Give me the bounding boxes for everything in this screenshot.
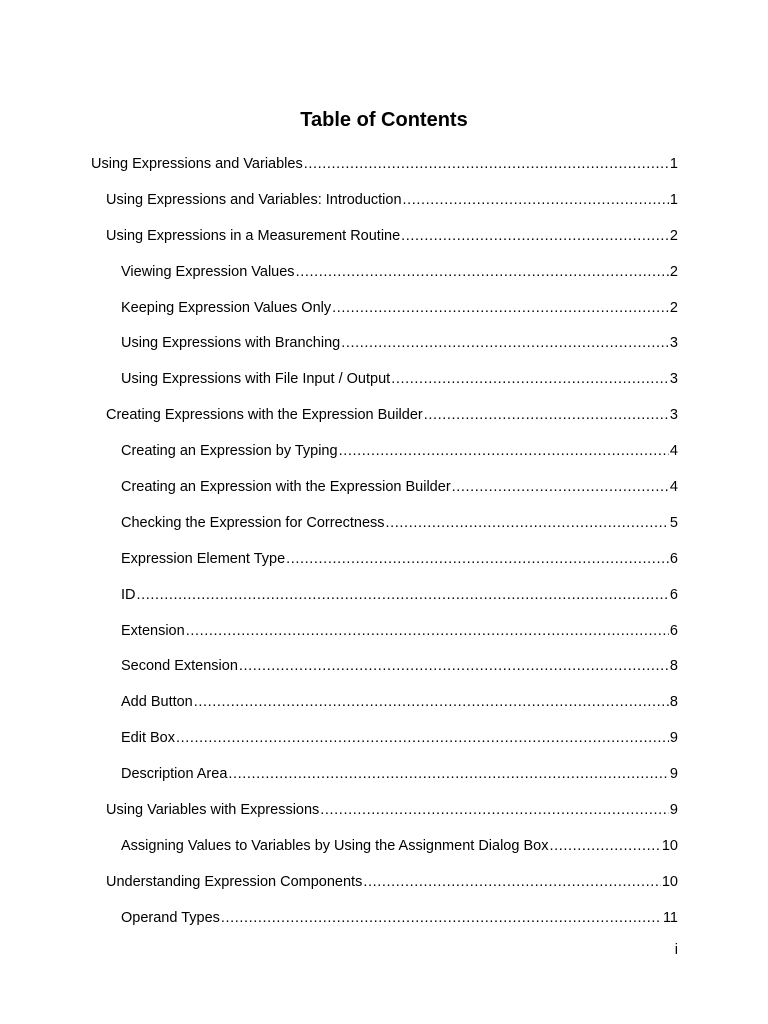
toc-entry-page: 2 bbox=[669, 299, 678, 316]
toc-entry-page: 5 bbox=[669, 514, 678, 531]
toc-entry[interactable] bbox=[0, 182, 768, 218]
toc-entry-page: 6 bbox=[669, 550, 678, 567]
toc-entry-page: 6 bbox=[669, 622, 678, 639]
toc-entry-text: Expression Element Type bbox=[121, 550, 286, 567]
toc-entry[interactable] bbox=[0, 900, 768, 936]
toc-entry-page: 4 bbox=[669, 443, 678, 460]
toc-entry[interactable] bbox=[0, 433, 768, 469]
toc-dot-leader bbox=[424, 405, 669, 425]
toc-dot-leader bbox=[221, 908, 662, 928]
toc-entry[interactable] bbox=[0, 505, 768, 541]
toc-entry-text: Creating Expressions with the Expression Builder bbox=[106, 407, 423, 424]
toc-entry-text: Using Variables with Expressions bbox=[106, 801, 320, 818]
toc-entry-text: Creating an Expression by Typing bbox=[121, 443, 338, 460]
toc-entry[interactable] bbox=[0, 792, 768, 828]
toc-dot-leader bbox=[137, 585, 669, 605]
toc-dot-leader bbox=[401, 226, 669, 246]
toc-entry-page: 9 bbox=[669, 730, 678, 747]
toc-entry-text: Creating an Expression with the Expression Builder bbox=[121, 478, 451, 495]
toc-dot-leader bbox=[239, 656, 669, 676]
toc-entry-page: 9 bbox=[669, 801, 678, 818]
toc-dot-leader bbox=[176, 728, 669, 748]
toc-entry-text: Keeping Expression Values Only bbox=[121, 299, 332, 316]
toc-entry-page: 3 bbox=[669, 371, 678, 388]
toc-entry[interactable] bbox=[0, 613, 768, 649]
toc-entry-page: 2 bbox=[669, 263, 678, 280]
toc-entry[interactable] bbox=[0, 864, 768, 900]
toc-entry-text: Operand Types bbox=[121, 909, 220, 926]
toc-dot-leader bbox=[386, 513, 669, 533]
toc-entry[interactable] bbox=[0, 397, 768, 433]
toc-entry[interactable] bbox=[0, 828, 768, 864]
toc-entry-page: 10 bbox=[661, 873, 678, 890]
toc-entry[interactable] bbox=[0, 577, 768, 613]
page-title: Table of Contents bbox=[300, 109, 468, 131]
toc-entry-text: Using Expressions and Variables: Introduction bbox=[106, 191, 402, 208]
toc-dot-leader bbox=[286, 549, 669, 569]
toc-entry-text: Using Expressions in a Measurement Routine bbox=[106, 227, 401, 244]
toc-entry-page: 10 bbox=[661, 837, 678, 854]
toc-entry-page: 2 bbox=[669, 227, 678, 244]
toc-dot-leader bbox=[549, 836, 660, 856]
toc-entry-page: 3 bbox=[669, 335, 678, 352]
toc-dot-leader bbox=[304, 154, 669, 174]
toc-entry-page: 1 bbox=[669, 191, 678, 208]
toc-entry-page: 8 bbox=[669, 694, 678, 711]
toc-entry-text: ID bbox=[121, 586, 136, 603]
toc-entry[interactable] bbox=[0, 469, 768, 505]
toc-entry[interactable] bbox=[0, 361, 768, 397]
toc-dot-leader bbox=[452, 477, 669, 497]
toc-entry-text: Assigning Values to Variables by Using the Assignment Dialog Box bbox=[121, 837, 549, 854]
toc-entry[interactable] bbox=[0, 720, 768, 756]
toc-entry[interactable] bbox=[0, 325, 768, 361]
toc-entry-text: Using Expressions with Branching bbox=[121, 335, 341, 352]
toc-entry-page: 9 bbox=[669, 766, 678, 783]
toc-dot-leader bbox=[341, 333, 669, 353]
toc-list bbox=[0, 146, 768, 936]
toc-entry-text: Description Area bbox=[121, 766, 228, 783]
toc-entry-page: 4 bbox=[669, 478, 678, 495]
toc-entry[interactable] bbox=[0, 541, 768, 577]
toc-entry-text: Understanding Expression Components bbox=[106, 873, 363, 890]
toc-entry-text: Edit Box bbox=[121, 730, 175, 747]
toc-dot-leader bbox=[194, 692, 669, 712]
toc-dot-leader bbox=[228, 764, 669, 784]
toc-entry-page: 3 bbox=[669, 407, 678, 424]
toc-dot-leader bbox=[403, 190, 669, 210]
toc-dot-leader bbox=[332, 298, 669, 318]
toc-entry[interactable] bbox=[0, 254, 768, 290]
toc-entry-text: Second Extension bbox=[121, 658, 238, 675]
toc-entry-text: Checking the Expression for Correctness bbox=[121, 514, 385, 531]
toc-entry-page: 8 bbox=[669, 658, 678, 675]
toc-entry[interactable] bbox=[0, 756, 768, 792]
toc-entry-page: 6 bbox=[669, 586, 678, 603]
toc-dot-leader bbox=[320, 800, 669, 820]
toc-dot-leader bbox=[363, 872, 661, 892]
toc-dot-leader bbox=[296, 262, 669, 282]
toc-entry[interactable] bbox=[0, 218, 768, 254]
toc-entry-text: Viewing Expression Values bbox=[121, 263, 295, 280]
toc-entry-text: Extension bbox=[121, 622, 185, 639]
toc-entry[interactable] bbox=[0, 290, 768, 326]
toc-entry-text: Add Button bbox=[121, 694, 193, 711]
toc-entry[interactable] bbox=[0, 146, 768, 182]
toc-entry[interactable] bbox=[0, 684, 768, 720]
footer-page-number: i bbox=[674, 942, 678, 958]
toc-entry-page: 1 bbox=[669, 155, 678, 172]
toc-dot-leader bbox=[391, 369, 669, 389]
toc-dot-leader bbox=[339, 441, 669, 461]
toc-dot-leader bbox=[186, 621, 669, 641]
toc-entry-text: Using Expressions with File Input / Output bbox=[121, 371, 391, 388]
toc-entry-page: 11 bbox=[662, 909, 678, 926]
toc-entry[interactable] bbox=[0, 648, 768, 684]
toc-entry-text: Using Expressions and Variables bbox=[91, 155, 303, 172]
